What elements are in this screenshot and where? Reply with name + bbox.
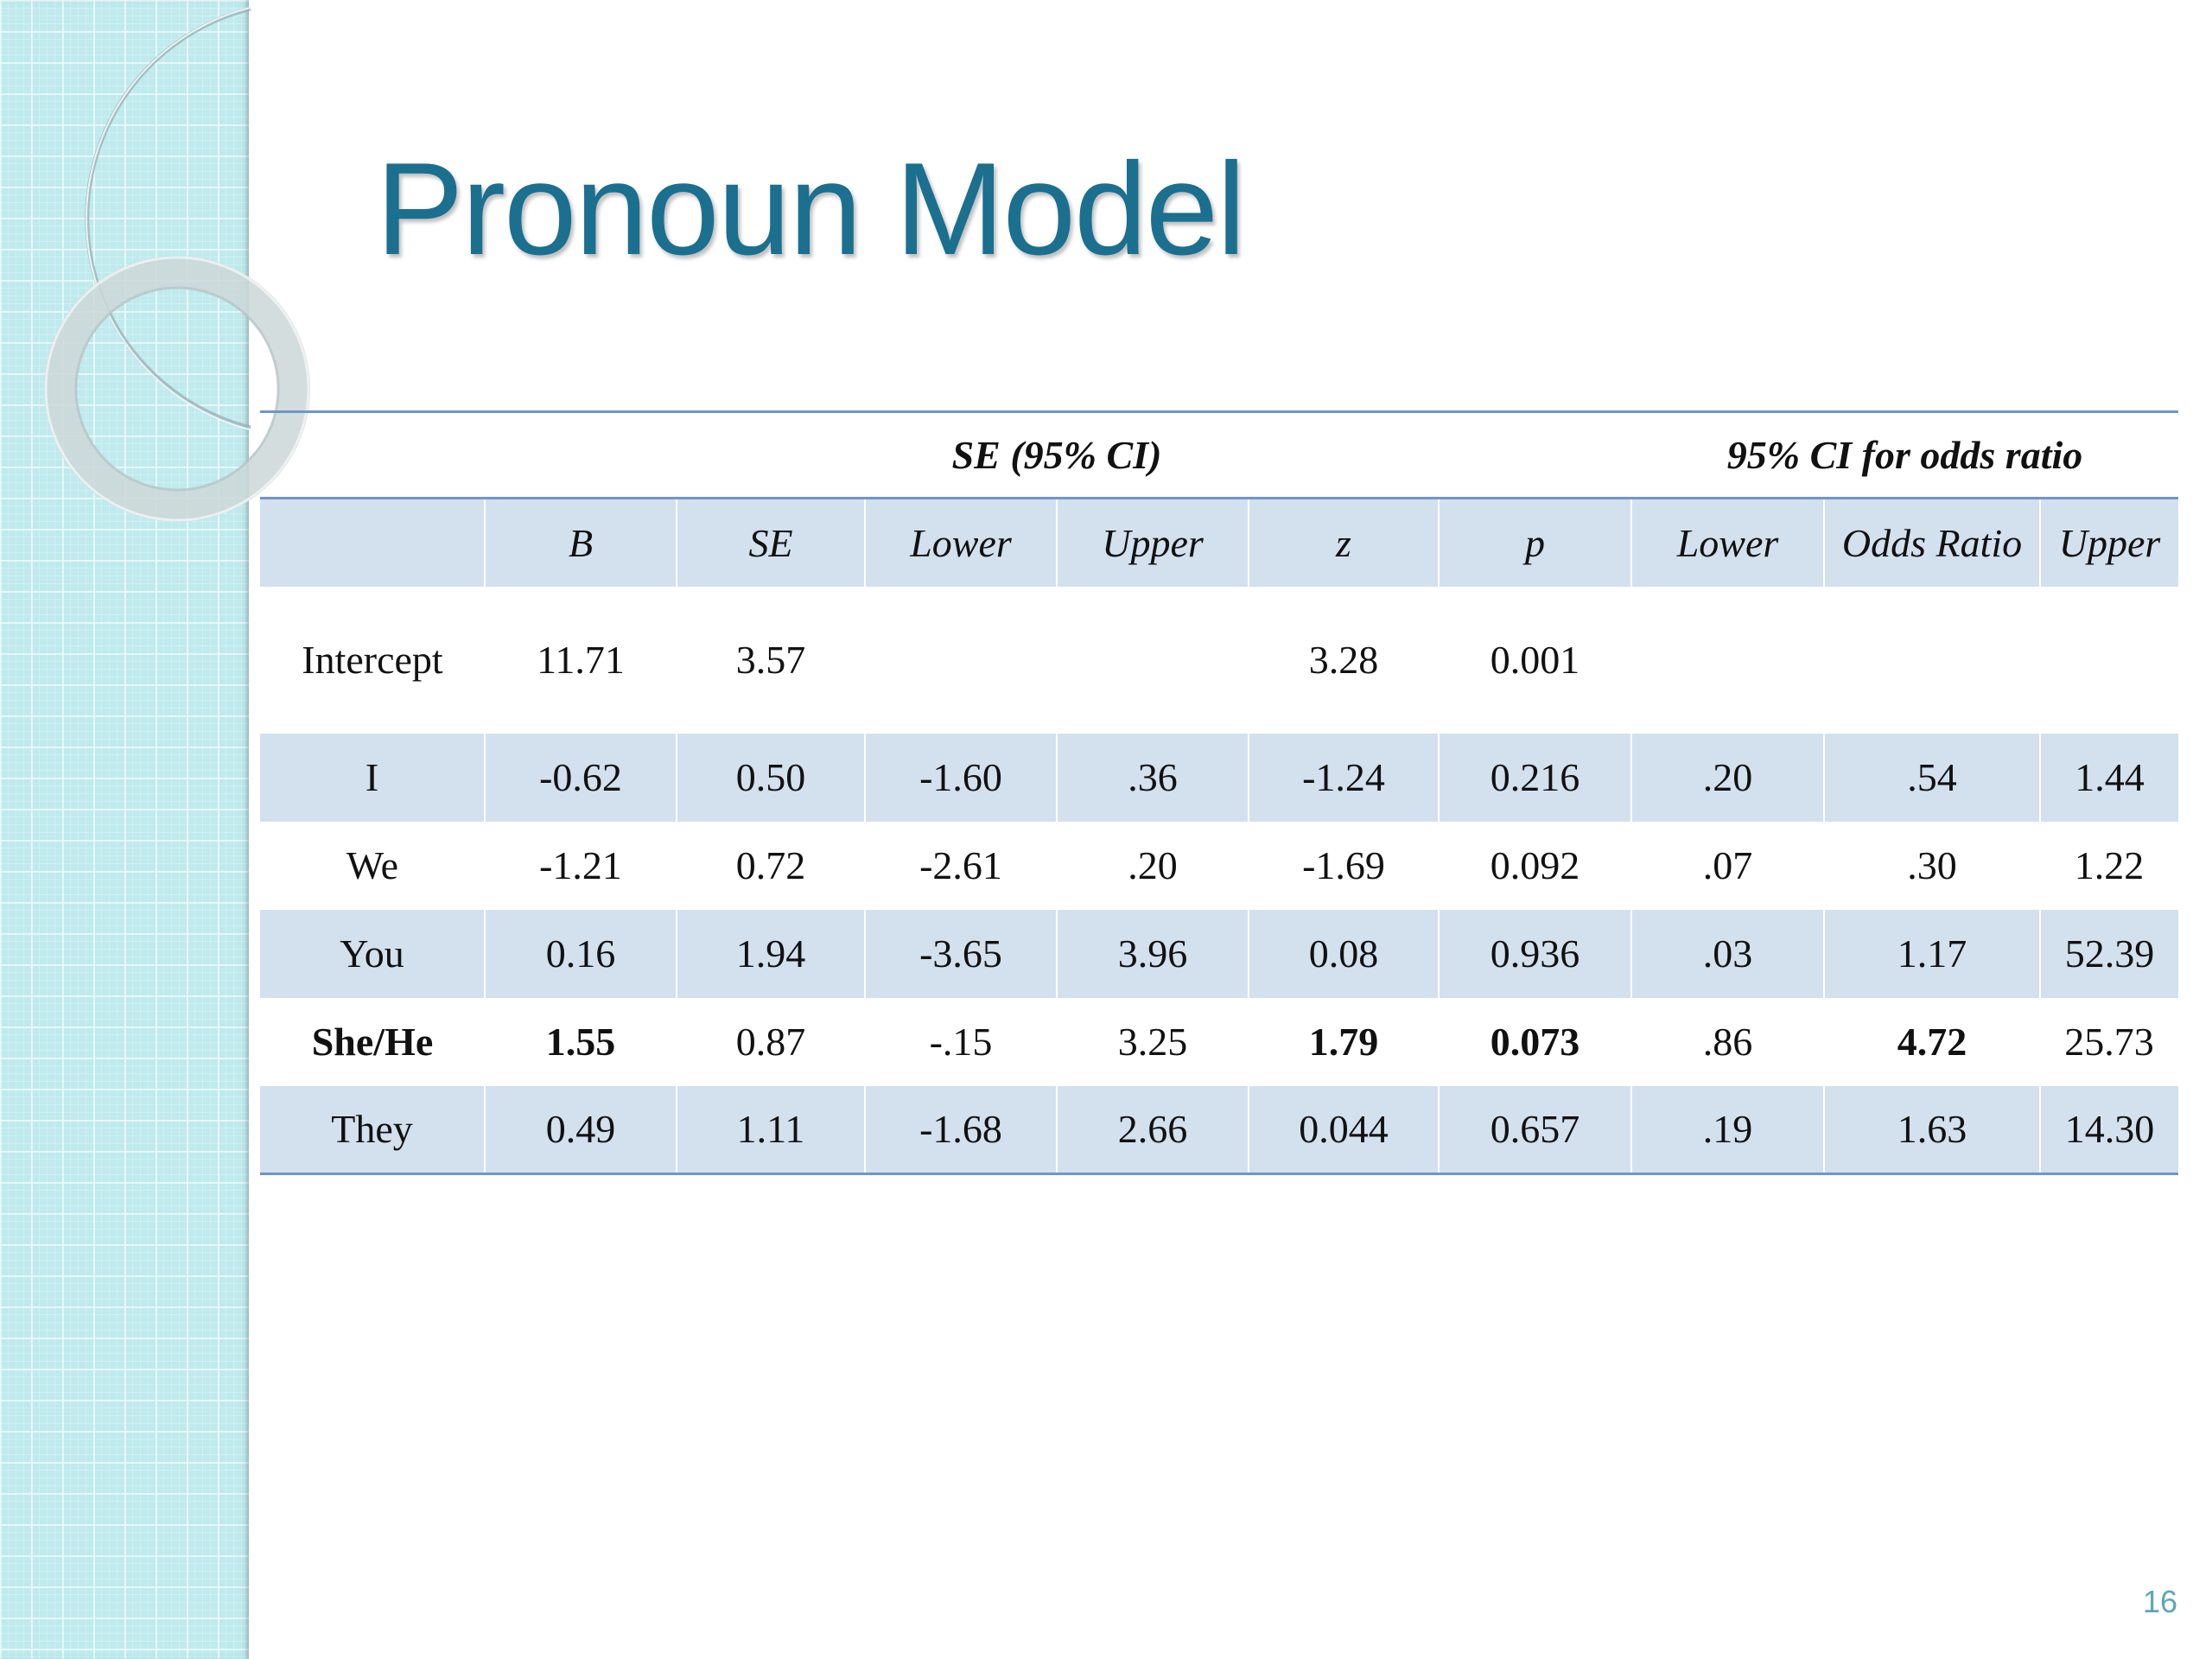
table-cell: -2.61 [919,843,1002,887]
table-cell: 1.63 [1824,1086,2040,1174]
table-cell: 0.87 [735,1020,806,1064]
table-cell: .20 [1631,734,1824,822]
column-header: Lower [1631,499,1824,587]
table-row-intercept [260,587,2178,734]
table-cell: .54 [1824,734,2040,822]
table-cell: .03 [1631,910,1824,998]
table-cell: 1.17 [1824,910,2040,998]
table-cell: -1.24 [1249,734,1439,822]
table-cell: 1.94 [677,910,865,998]
column-header: Odds Ratio [1824,499,2040,587]
table-cell [865,587,1057,734]
column-header: SE [677,499,865,587]
group-header-spacer [260,412,865,499]
table-cell: 0.092 [1490,843,1580,887]
table-cell [1631,587,1824,734]
table-cell: -1.21 [539,843,622,887]
table-cell: 3.28 [1308,638,1379,682]
column-header: B [485,499,677,587]
table-cell: 4.72 [1897,1020,1967,1064]
row-label: We [346,843,399,887]
table-row [260,910,2178,998]
table-cell: 0.16 [485,910,677,998]
table-cell: 3.96 [1057,910,1249,998]
column-header: Lower [865,499,1057,587]
column-header: Upper [2040,499,2178,587]
table-cell: 1.55 [545,1020,616,1064]
table-cell: .86 [1702,1020,1753,1064]
table-cell: 52.39 [2040,910,2178,998]
group-header-odds-ci: 95% CI for odds ratio [1726,433,2083,477]
table-cell: -3.65 [865,910,1057,998]
table-cell: 0.216 [1439,734,1631,822]
table-cell: 0.936 [1439,910,1631,998]
slide-title: Pronoun Model [376,136,1244,283]
table-cell: 1.11 [677,1086,865,1174]
column-header: Upper [1057,499,1249,587]
table-cell: 25.73 [2064,1020,2154,1064]
row-label: They [331,1107,413,1152]
table-cell: -1.60 [865,734,1057,822]
table-row [260,998,2178,1086]
table-cell: 0.657 [1439,1086,1631,1174]
table-cell: 3.57 [735,638,806,682]
table-cell: 0.49 [485,1086,677,1174]
table-cell: .19 [1631,1086,1824,1174]
table-cell: .20 [1128,843,1178,887]
page-number: 16 [2142,1584,2177,1619]
table-cell: .07 [1702,843,1753,887]
table-cell: 0.073 [1490,1020,1580,1064]
table-cell: 11.71 [537,638,625,682]
row-label: She/He [311,1020,434,1064]
table-row [260,734,2178,822]
table-cell: 0.08 [1249,910,1439,998]
row-label: I [365,755,379,799]
group-header-row [260,412,2178,499]
table-cell: 1.22 [2074,843,2145,887]
row-label: Intercept [302,638,443,682]
table-cell: -1.68 [865,1086,1057,1174]
table-cell: 0.044 [1249,1086,1439,1174]
table-cell: 2.66 [1057,1086,1249,1174]
table-cell: .30 [1907,843,1957,887]
group-header-se-ci: SE (95% CI) [951,433,1162,477]
table-cell: .36 [1057,734,1249,822]
table-cell: 3.25 [1117,1020,1188,1064]
table-cell: 14.30 [2040,1086,2178,1174]
table-cell: 0.50 [677,734,865,822]
row-label: You [340,931,404,976]
pronoun-model-table [260,410,2178,1175]
table-cell: 0.72 [735,843,806,887]
column-header-row [260,499,2178,587]
table-cell: 1.79 [1308,1020,1379,1064]
column-header: p [1439,499,1631,587]
table-cell: 0.001 [1490,638,1580,682]
table-cell [2040,587,2178,734]
column-header: z [1249,499,1439,587]
table-cell: -1.69 [1302,843,1385,887]
table-cell [1824,587,2040,734]
column-header [260,499,485,587]
table-cell: -.15 [929,1020,993,1064]
table-cell [1057,587,1249,734]
table-cell: -0.62 [485,734,677,822]
table-row [260,1086,2178,1174]
table-cell: 1.44 [2040,734,2178,822]
group-header-spacer [1249,412,1631,499]
table-row [260,822,2178,910]
